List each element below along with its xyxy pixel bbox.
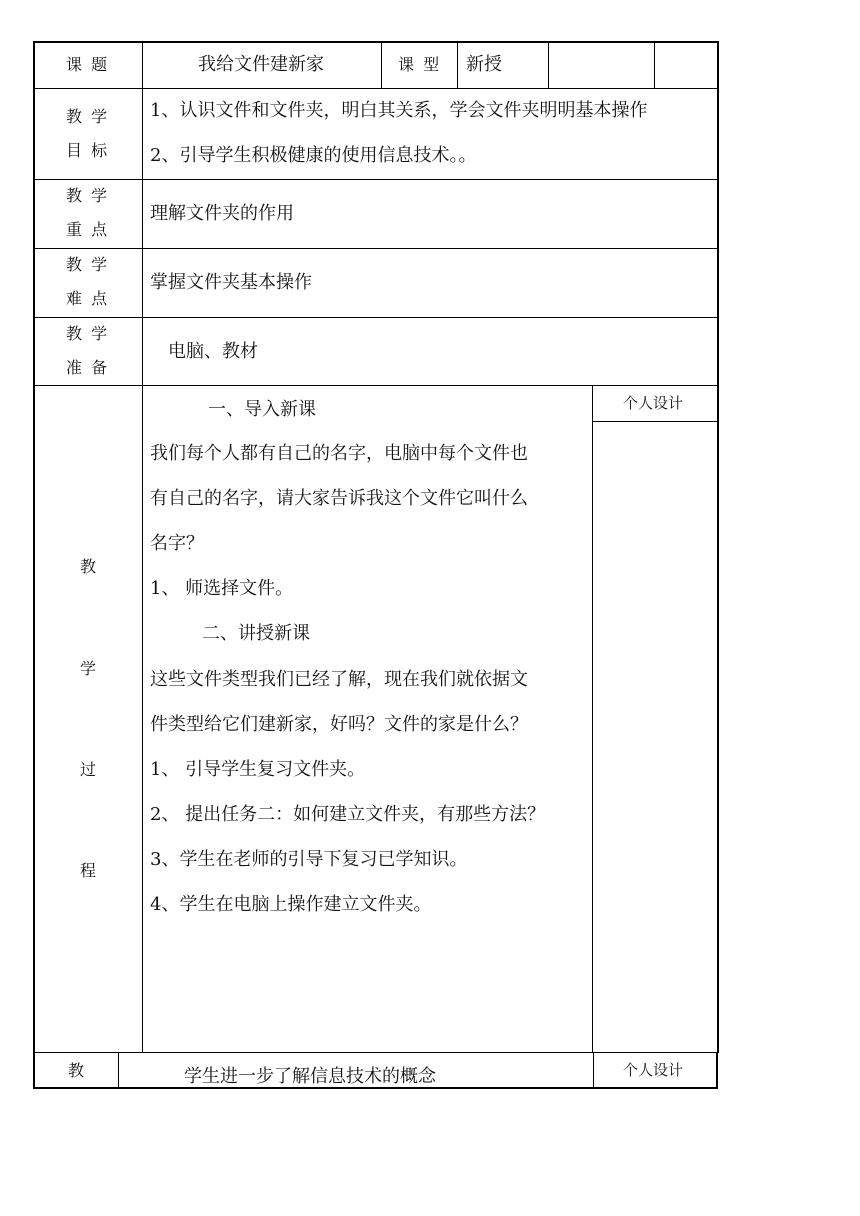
header-col-divider xyxy=(381,41,382,89)
header-col-divider xyxy=(654,41,655,89)
process-line: 名字？ xyxy=(150,533,204,554)
process-line: 1、 师选择文件。 xyxy=(150,578,294,599)
table-border-right-lower xyxy=(716,1052,718,1089)
difficulties-value: 掌握文件夹基本操作 xyxy=(150,272,312,293)
preparation-value: 电脑、教材 xyxy=(168,341,258,362)
footer-personal-design: 个人设计 xyxy=(623,1061,684,1079)
row-divider xyxy=(33,88,719,89)
row-divider xyxy=(33,385,719,386)
process-line: 这些文件类型我们已经了解，现在我们就依据文 xyxy=(150,669,528,690)
row-divider xyxy=(33,1052,719,1053)
design-header-divider xyxy=(593,421,719,422)
process-line: 我们每个人都有自己的名字，电脑中每个文件也 xyxy=(150,443,528,464)
design-column-divider xyxy=(592,385,593,1053)
process-line: 3、学生在老师的引导下复习已学知识。 xyxy=(150,849,468,870)
table-border-right xyxy=(717,41,719,1053)
objectives-label-2: 目 标 xyxy=(66,141,110,160)
process-line: 一、导入新课 xyxy=(208,399,316,420)
footer-label: 教 xyxy=(68,1061,87,1080)
objectives-line-1: 1、认识文件和文件夹，明白其关系，学会文件夹明明基本操作 xyxy=(150,100,648,121)
row-divider xyxy=(33,179,719,180)
process-line: 件类型给它们建新家，好吗？文件的家是什么？ xyxy=(150,714,528,735)
lesson-type-value: 新授 xyxy=(466,54,502,75)
header-col-divider xyxy=(548,41,549,89)
personal-design-header: 个人设计 xyxy=(623,394,684,412)
difficulties-label-2: 难 点 xyxy=(66,289,110,308)
table-border-bottom xyxy=(33,1087,718,1089)
key-points-label-1: 教 学 xyxy=(66,186,110,205)
process-line: 2、 提出任务二：如何建立文件夹，有那些方法？ xyxy=(150,804,546,825)
row-divider xyxy=(33,248,719,249)
process-line: 1、 引导学生复习文件夹。 xyxy=(150,759,366,780)
difficulties-label-1: 教 学 xyxy=(66,255,110,274)
process-line: 有自己的名字，请大家告诉我这个文件它叫什么 xyxy=(150,488,528,509)
table-border-top xyxy=(33,41,719,43)
objectives-label-1: 教 学 xyxy=(66,107,110,126)
process-line: 二、讲授新课 xyxy=(202,623,310,644)
preparation-label-2: 准 备 xyxy=(66,358,110,377)
footer-value: 学生进一步了解信息技术的概念 xyxy=(184,1066,436,1087)
table-border-left xyxy=(33,41,35,1089)
process-label-char: 教 xyxy=(80,557,99,576)
process-line: 4、学生在电脑上操作建立文件夹。 xyxy=(150,894,432,915)
lesson-type-label: 课 型 xyxy=(398,55,442,74)
row-divider xyxy=(33,317,719,318)
header-col-divider xyxy=(457,41,458,89)
process-label-char: 程 xyxy=(80,861,99,880)
footer-col-divider xyxy=(593,1052,594,1089)
key-points-label-2: 重 点 xyxy=(66,220,110,239)
key-points-value: 理解文件夹的作用 xyxy=(150,203,294,224)
footer-col-divider xyxy=(118,1052,119,1089)
preparation-label-1: 教 学 xyxy=(66,324,110,343)
label-column-divider xyxy=(142,41,143,1053)
process-label-char: 学 xyxy=(80,659,99,678)
subject-label: 课 题 xyxy=(66,55,110,74)
subject-value: 我给文件建新家 xyxy=(198,54,324,75)
process-label-char: 过 xyxy=(80,760,99,779)
objectives-line-2: 2、引导学生积极健康的使用信息技术。。 xyxy=(150,145,477,166)
